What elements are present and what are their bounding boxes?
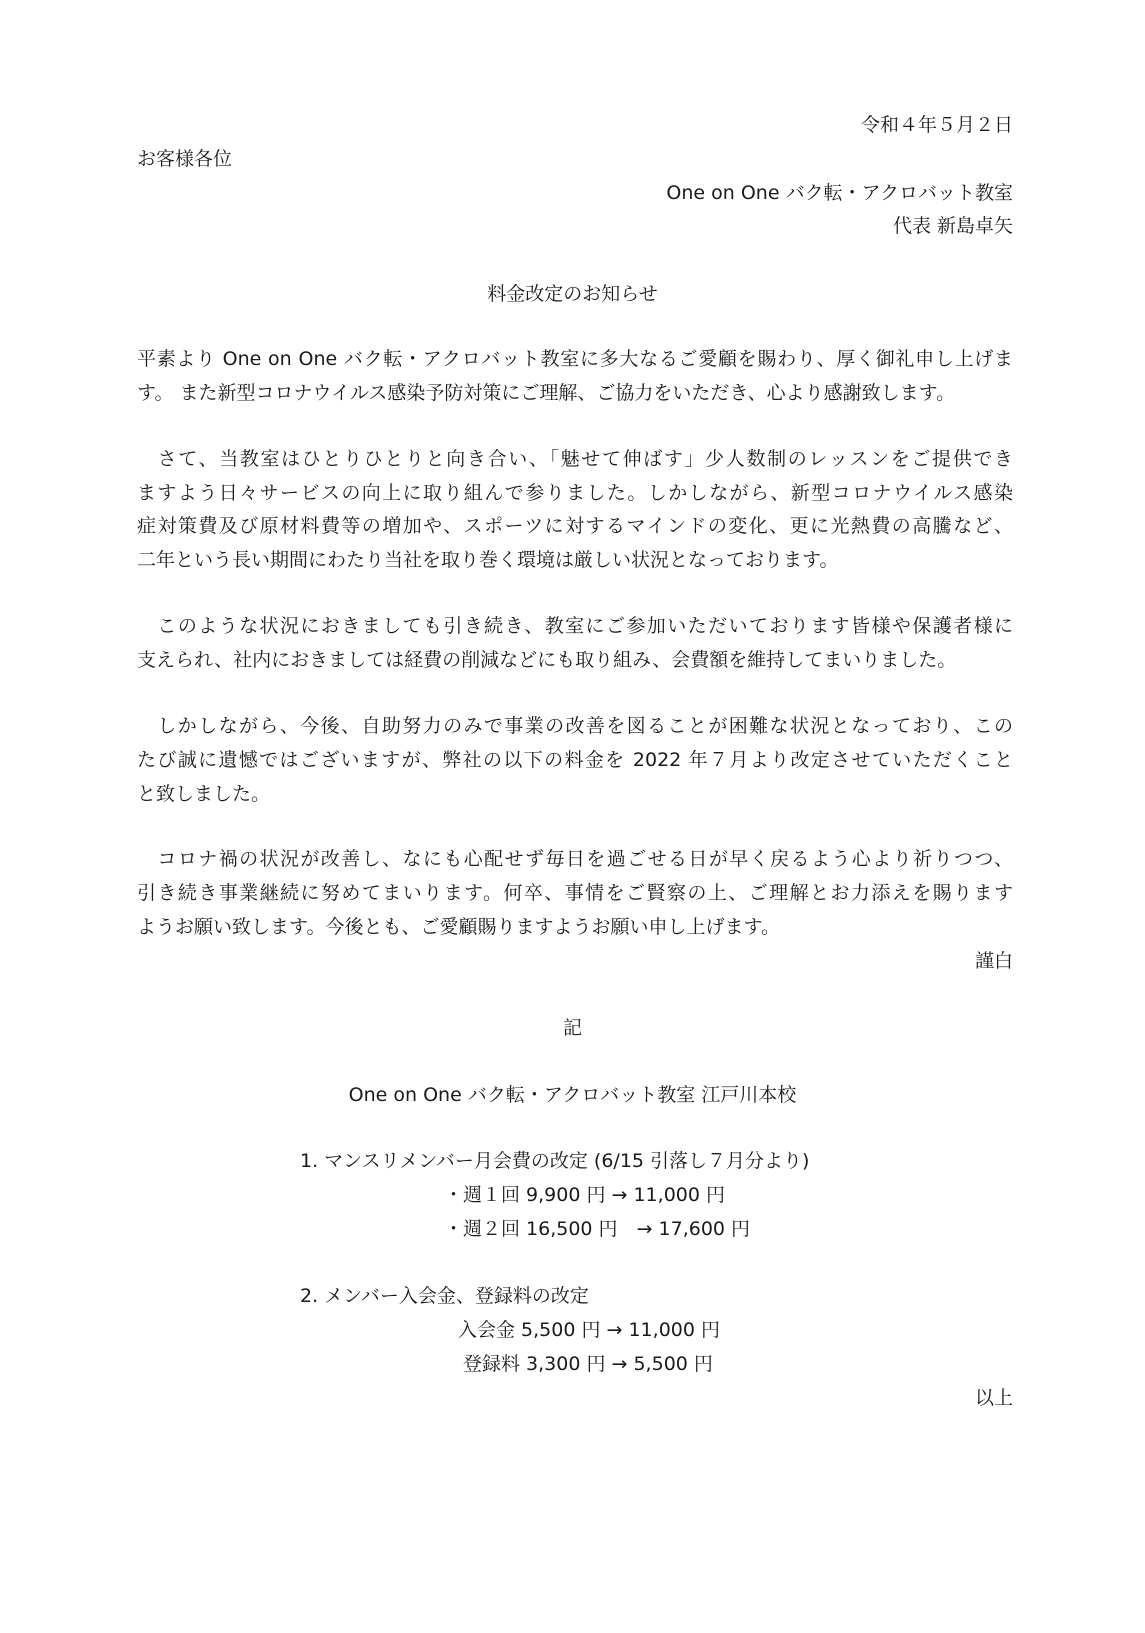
paragraph-1-line-1: 平素より One on One バク転・アクロバット教室に多大なるご愛顧を賜わり、厚く御礼申し上げま <box>137 348 1013 370</box>
document-title: 料金改定のお知らせ <box>487 283 658 305</box>
paragraph-1-line-2: す。 また新型コロナウイルス感染予防対策にご理解、ご協力をいただき、心より感謝致します。 <box>137 382 956 404</box>
paragraph-5-line-1: コロナ禍の状況が改善し、なにも心配せず毎日を過ごせる日が早く戻るよう心より祈りつつ、 <box>137 848 1013 870</box>
school-name: One on One バク転・アクロバット教室 江戸川本校 <box>348 1084 797 1106</box>
item-1-line-2: ・週２回 16,500 円 → 17,600 円 <box>444 1218 751 1240</box>
sender-organization: One on One バク転・アクロバット教室 <box>666 182 1013 204</box>
item-2-heading: 2. メンバー入会金、登録料の改定 <box>300 1285 589 1307</box>
item-1-line-1: ・週１回 9,900 円 → 11,000 円 <box>444 1184 725 1206</box>
paragraph-5-line-2: 引き続き事業継続に努めてまいります。何卒、事情をご賢察の上、ご理解とお力添えを賜ります <box>137 882 1013 904</box>
paragraph-3-line-2: 支えられ、社内におきましては経費の削減などにも取り組み、会費額を維持してまいりました。 <box>137 649 957 671</box>
paragraph-3-line-1: このような状況におきましても引き続き、教室にご参加いただいております皆様や保護者様に <box>137 615 1013 637</box>
item-1-heading: 1. マンスリメンバー月会費の改定 (6/15 引落し７月分より) <box>300 1150 810 1172</box>
ki-heading: 記 <box>562 1017 582 1039</box>
date: 令和４年５月２日 <box>860 114 1013 136</box>
paragraph-2-line-1: さて、当教室はひとりひとりと向き合い、「魅せて伸ばす」少人数制のレッスンをご提供でき <box>137 448 1013 470</box>
closing: 謹白 <box>974 950 1013 972</box>
item-2-line-2: 登録料 3,300 円 → 5,500 円 <box>463 1353 713 1375</box>
paragraph-2-line-2: ますよう日々サービスの向上に取り組んで参りました。しかしながら、新型コロナウイルス感染 <box>137 482 1013 504</box>
paragraph-4-line-1: しかしながら、今後、自助努力のみで事業の改善を図ることが困難な状況となっており、この <box>137 715 1013 737</box>
item-2-line-1: 入会金 5,500 円 → 11,000 円 <box>458 1319 720 1341</box>
paragraph-2-line-4: 二年という長い期間にわたり当社を取り巻く環境は厳しい状況となっております。 <box>137 549 839 571</box>
addressee: お客様各位 <box>137 148 233 170</box>
paragraph-4-line-2: たび誠に遺憾ではございますが、弊社の以下の料金を 2022 年７月より改定させていただくこと <box>137 749 1013 771</box>
paragraph-2-line-3: 症対策費及び原材料費等の増加や、スポーツに対するマインドの変化、更に光熱費の高騰など、 <box>137 515 1013 537</box>
sender-representative: 代表 新島卓矢 <box>892 215 1013 237</box>
paragraph-5-line-3: ようお願い致します。今後とも、ご愛顧賜りますようお願い申し上げます。 <box>137 916 780 938</box>
end-mark: 以上 <box>974 1387 1013 1409</box>
paragraph-4-line-3: と致しました。 <box>137 783 271 805</box>
